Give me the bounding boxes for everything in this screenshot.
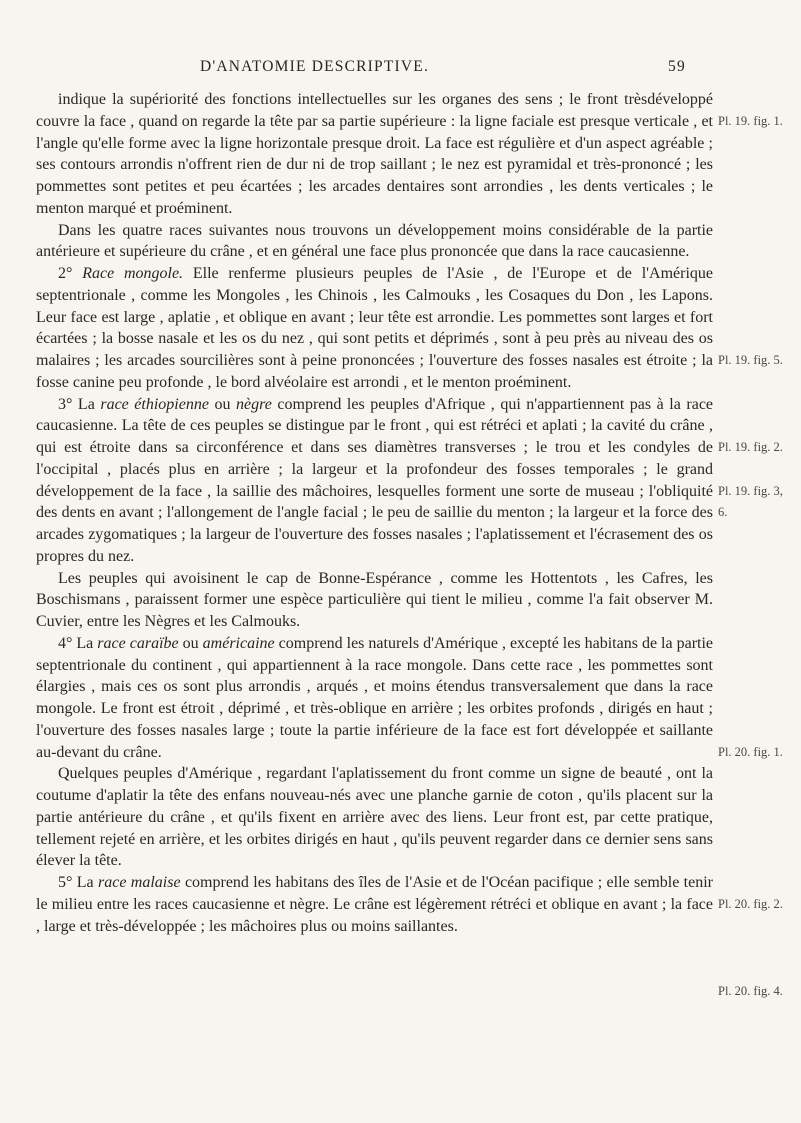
running-title: D'ANATOMIE DESCRIPTIVE. [200,58,430,75]
paragraph-lead: 5° La [58,874,99,891]
text-line: fondeur des fosses temporales ; le grand développement de la face , la saillie des mâchoires, [36,460,714,500]
text-line: Dans les quatre races suivantes nous trouvons un développement moins considérable de [58,221,659,239]
text-line: et oblique en avant ; la face , large et très-développée ; les mâchoires plus ou moins saillantes. [36,895,713,935]
margin-note: 6. [718,505,728,520]
text-line: comprend les peuples d'Afrique , qui n'appartiennent pas [271,395,657,413]
text-line: indique la supériorité des fonctions intellectuelles sur les organes des sens ; le front très [58,91,648,108]
margin-note: Pl. 19. fig. 1. [718,113,783,128]
text-line: développé couvre la face , quand on regarde la tête par sa partie supérieure : la ligne faciale [36,91,713,130]
text-line: verses ; le trou et les condyles de l'occipital , placés plus en arrière ; la largeur et la pro [36,439,713,478]
text-line: écartées ; les arcades dentaires sont arrondies , les dents verticales ; le menton marqué et [36,178,713,217]
text-line: les Boschismans , paraissent former une espèce particulière qui tient le milieu , comme l'a [36,569,713,609]
text-line: comprend les habitans des îles de l'Asie et de l'Océan pacifique ; elle [180,874,634,891]
paragraph-lead: 3° La [58,395,101,413]
text-line: la race caucasienne. [561,243,690,261]
paragraph [36,633,713,764]
paragraph [36,763,713,872]
page-number: 59 [668,58,686,75]
text-line: du nez. [87,547,135,565]
text-line: primés , sont à peu près au niveau des os malaires ; les arcades sourcilières sont à peine pro [36,330,713,369]
margin-note: Pl. 19. fig. 5. [718,353,783,367]
text-line: noncées ; l'ouverture des fosses nasales est étroite ; la fosse canine peu profonde , le bord [36,352,713,391]
margin-note: Pl. 19. fig. 3, [718,483,783,498]
text-line: coton , qu'ils placent sur la partie antérieure du crâne , et qu'ils fixent en arrière avec des [36,787,714,826]
body-text [36,89,713,937]
text-line: Lapons. Leur face est large , aplatie , et oblique en avant ; leur tête est arrondie. Les pom [36,286,713,326]
italic-term: race caraïbe [97,634,179,652]
text-line: aplati ; la cavité du crâne , qui est étroite dans sa circonférence et dans ses diamètres trans [36,417,714,456]
text-line: haut , qu'ils peuvent regarder dans ce dernier sens sans élever la tête. [36,830,713,870]
text-line: est presque verticale , et l'angle qu'elle forme avec la ligne horizontale presque droit. La [36,112,713,152]
paragraph-lead: 2° [58,265,83,282]
text-line: à la race caucasienne. La tête de ces peuples se distingue par le front , qui est rétréci et [36,395,714,435]
paragraph [36,394,713,568]
italic-term: race malaise [98,874,181,891]
text-line: de la partie septentrionale du continent , qui appartiennent à la race mongole. Dans cette [36,634,714,674]
text-line: Les peuples qui avoisinent le cap de Bonne-Espérance , comme les Hottentots , les Cafres, [58,569,696,587]
margin-note: Pl. 19. fig. 2. [718,440,783,454]
text-line: de trop saillant ; le nez est pyramidal et très-prononcé ; les pommettes sont petites et peu [36,156,713,195]
text-line: transversalement que dans la race mongole. Le front est étroit , déprimé , et très-oblique [36,678,713,717]
italic-term: race éthiopienne [100,395,209,413]
paragraph [36,568,713,633]
text-line: septentrionale , comme les Mongoles , les Chinois , les Calmouks , les Cosaques du Don , les [36,286,662,304]
text-line: la largeur de l'ouverture des fosses nasales ; l'aplatissement et l'écrasement des os propres [36,526,713,565]
text-line: beauté , ont la coutume d'aplatir la tête des enfans nouveau-nés avec une planche garnie de [36,765,713,804]
text-line: liens. Leur front est, par cette pratique, tellement rejeté en arrière, et les orbites dirigés en [36,808,714,848]
text-line: la partie antérieure et supérieure du crâne , et en général une face plus prononcée que dans [36,221,714,261]
paragraph [36,872,713,937]
paragraph [36,263,713,394]
text-line: alvéolaire est arrondi , et le menton proéminent. [264,373,572,391]
text-line: fait observer M. Cuvier, entre les Nègres et les Calmouks. [36,591,713,630]
italic-term: nègre [236,395,272,413]
margin-note: Pl. 20. fig. 4. [718,983,783,998]
text-line: mettes sont larges et fort écartées ; la bosse nasale et les os du nez , qui sont petits et dé [36,308,714,348]
text-line: Elle renferme plusieurs peuples de l'Asie , de l'Europe et de l'Amérique [183,265,713,282]
margin-note: Pl. 20. fig. 2. [718,896,783,911]
text-line: l'angle facial ; le peu de saillie du menton ; la largeur et la force des arcades zygomatiques ; [36,504,714,543]
italic-term: Race mongole. [82,265,184,282]
paragraph-lead: 4° La [58,634,98,652]
margin-note: Pl. 20. fig. 1. [718,744,783,759]
italic-term: américaine [202,634,275,652]
page-header [0,58,801,80]
text-line: proéminent. [155,199,233,217]
text-line: race , les pommettes sont élargies , mais ces os sont plus arrondis , arqués , et moins étendus [36,656,713,696]
text-line: semble tenir le milieu entre les races caucasienne et nègre. Le crâne est légèrement rétréci [36,874,714,913]
paragraph [36,220,713,264]
text-line: la partie inférieure de la face est fort développée et saillante au-devant du crâne. [36,721,713,761]
paragraph [36,89,713,220]
text-line: lesquelles forment une sorte de museau ; l'obliquité des dents en avant ; l'allongement de [36,482,714,522]
paragraph-lead: ou [178,634,203,652]
text-line: face est régulière et d'un aspect agréable ; ses contours arrondis n'offrent rien de dur ni [36,134,713,174]
paragraph-lead: ou [208,395,237,413]
text-line: en arrière ; les orbites profonds , dirigés en haut ; l'ouverture des fosses nasales large ; toute [36,700,714,739]
text-line: Quelques peuples d'Amérique , regardant l'aplatissement du front comme un signe de [58,765,621,783]
text-line: comprend les naturels d'Amérique , excepté les habitans [274,634,642,652]
